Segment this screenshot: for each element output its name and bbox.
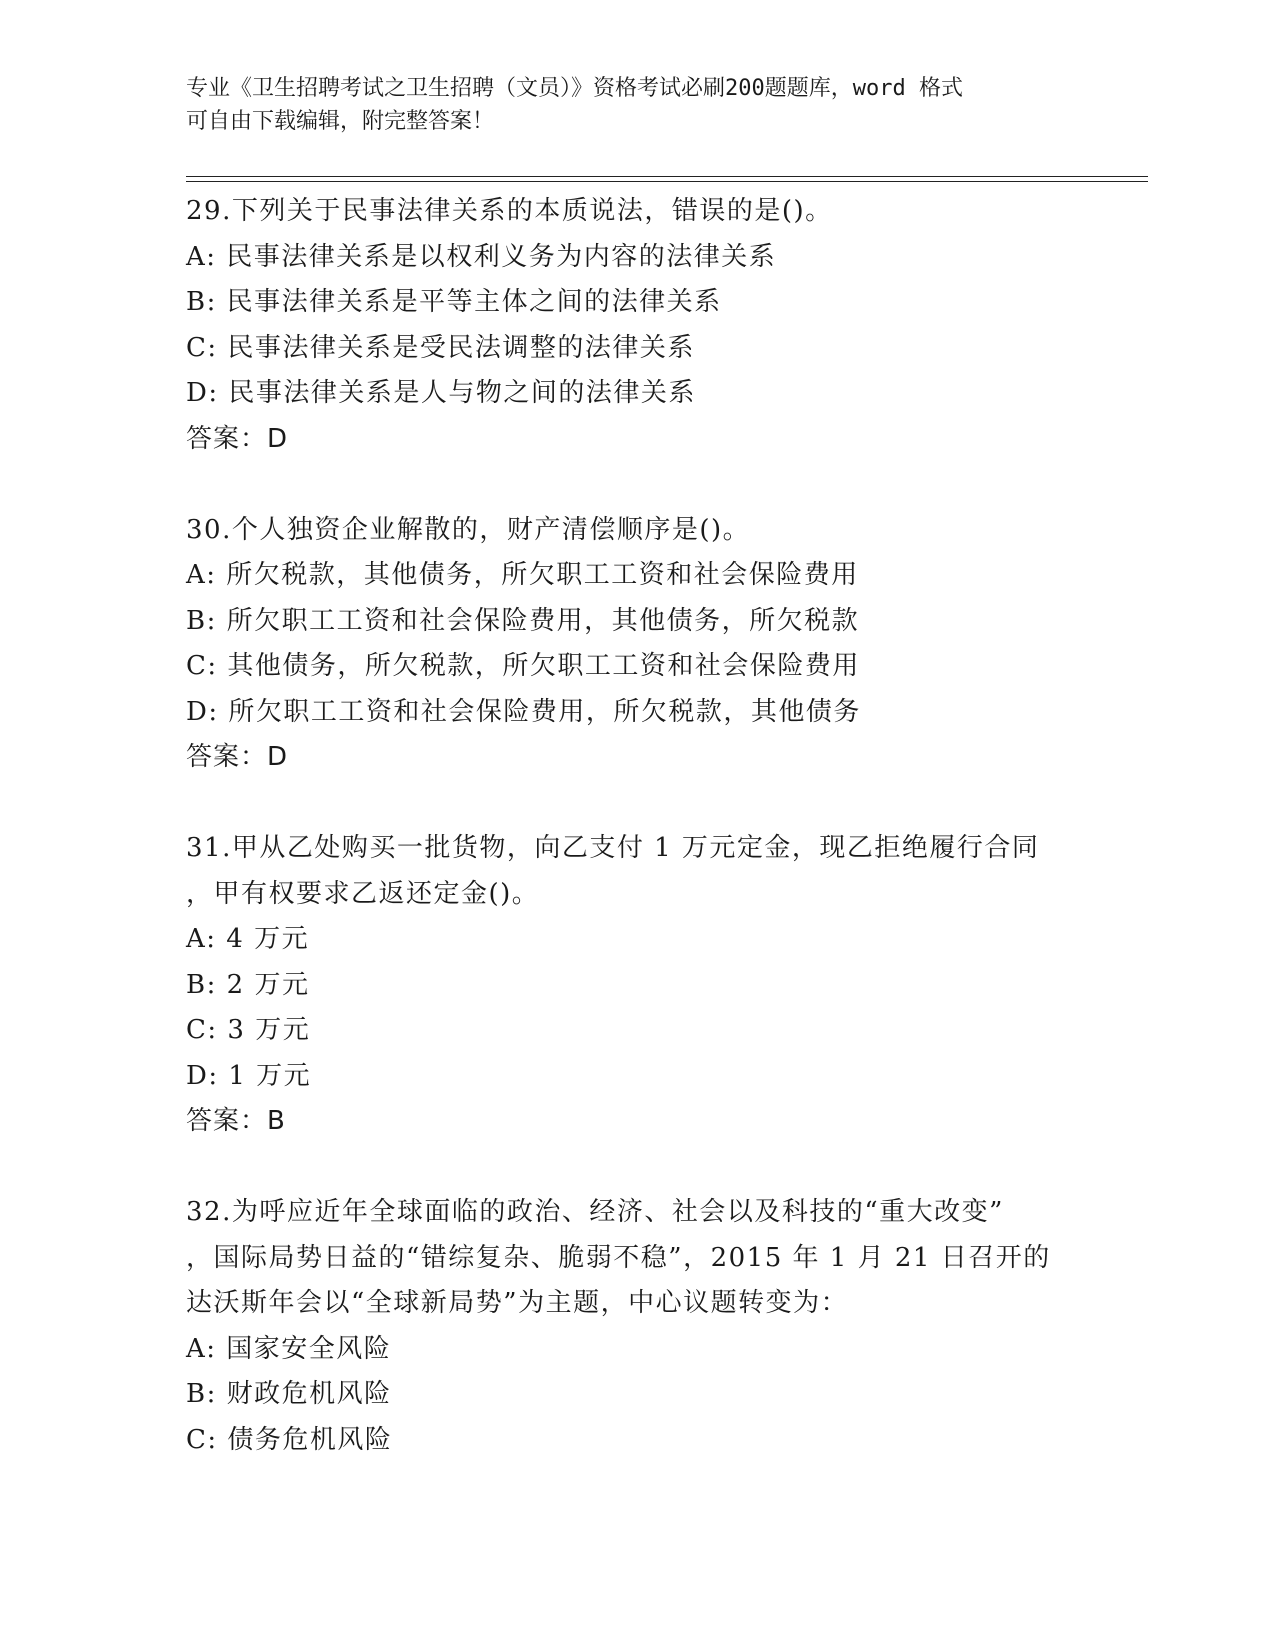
question-32 (186, 1190, 1086, 1463)
option-a: A: 国家安全风险 (186, 1333, 392, 1364)
option-a: A: 民事法律关系是以权利义务为内容的法律关系 (186, 241, 777, 272)
question-stem-line: 达沃斯年会以“全球新局势”为主题，中心议题转变为： (186, 1288, 849, 1318)
question-stem-line: ，国际局势日益的“错综复杂、脆弱不稳”，2015 年 1 月 21 日召开的 (186, 1242, 1051, 1273)
question-30 (186, 508, 1086, 781)
question-stem-line: 32.为呼应近年全球面临的政治、经济、社会以及科技的“重大改变” (186, 1197, 1004, 1227)
option-d: D: 所欠职工工资和社会保险费用，所欠税款，其他债务 (186, 696, 861, 727)
question-31 (186, 826, 1086, 1145)
option-c: C: 债务危机风险 (186, 1424, 393, 1455)
answer-line: 答案：B (186, 1106, 286, 1136)
option-c: C: 3 万元 (186, 1015, 311, 1045)
option-b: B: 2 万元 (186, 969, 310, 1000)
option-c: C: 其他债务，所欠税款，所欠职工工资和社会保险费用 (186, 651, 860, 681)
option-c: C: 民事法律关系是受民法调整的法律关系 (186, 332, 695, 363)
header-divider-bottom (186, 181, 1148, 182)
answer-line: 答案：D (186, 423, 289, 454)
question-list (186, 189, 1086, 1509)
header-line-1: 专业《卫生招聘考试之卫生招聘（文员）》资格考试必刷200题题库，word 格式 (186, 76, 963, 101)
question-stem-line: 30.个人独资企业解散的，财产清偿顺序是()。 (186, 514, 751, 545)
option-d: D: 民事法律关系是人与物之间的法律关系 (186, 378, 696, 408)
option-b: B: 所欠职工工资和社会保险费用，其他债务，所欠税款 (186, 605, 860, 636)
question-29 (186, 189, 1086, 462)
header-line-2: 可自由下载编辑，附完整答案！ (186, 109, 495, 134)
answer-line: 答案：D (186, 742, 289, 772)
option-d: D: 1 万元 (186, 1060, 312, 1091)
option-b: B: 财政危机风险 (186, 1379, 392, 1409)
option-b: B: 民事法律关系是平等主体之间的法律关系 (186, 287, 722, 317)
question-stem-line: 31.甲从乙处购买一批货物，向乙支付 1 万元定金，现乙拒绝履行合同 (186, 833, 1040, 863)
option-a: A: 所欠税款，其他债务，所欠职工工资和社会保险费用 (186, 560, 859, 590)
document-header (186, 72, 1086, 138)
question-stem-line: 29.下列关于民事法律关系的本质说法，错误的是()。 (186, 196, 833, 226)
header-divider-top (186, 176, 1148, 177)
question-stem-line: ，甲有权要求乙返还定金()。 (186, 878, 540, 909)
option-a: A: 4 万元 (186, 924, 310, 954)
